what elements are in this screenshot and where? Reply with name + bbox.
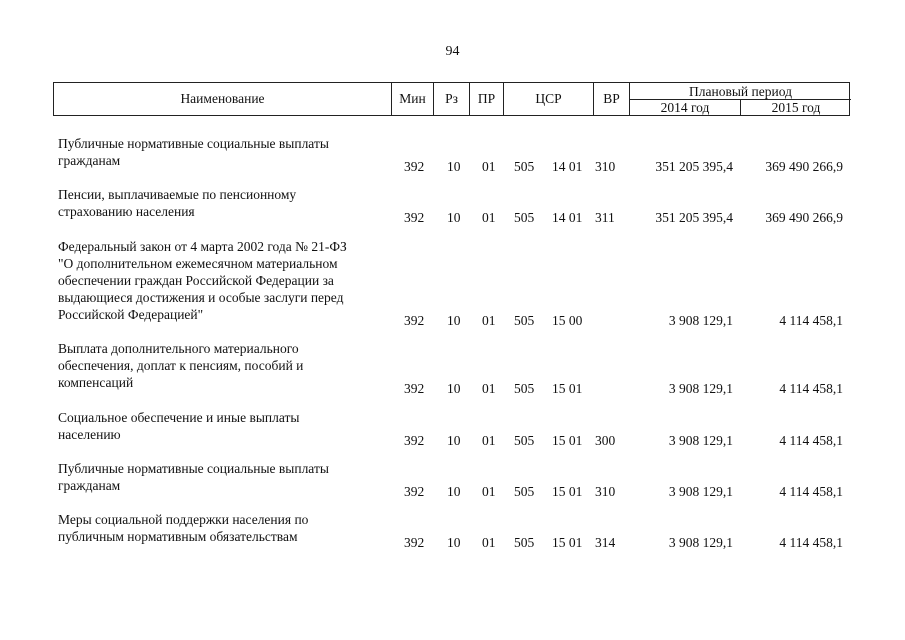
cell-rz: 10: [447, 484, 461, 499]
page-number: 94: [445, 44, 460, 59]
cell-csr-program: 505: [514, 313, 535, 328]
cell-pr: 01: [482, 210, 496, 225]
cell-pr: 01: [482, 159, 496, 174]
row-name-line: Публичные нормативные социальные выплаты: [58, 136, 329, 151]
cell-2015: 4 114 458,1: [779, 381, 843, 396]
cell-2014: 3 908 129,1: [668, 535, 733, 550]
cell-csr-program: 505: [514, 484, 535, 499]
header-year-2014: 2014 год: [660, 100, 710, 115]
row-name-line: гражданам: [58, 478, 121, 493]
cell-2014: 3 908 129,1: [668, 381, 733, 396]
cell-2014: 3 908 129,1: [668, 484, 733, 499]
cell-csr-subprogram: 15 01: [552, 381, 583, 396]
cell-2015: 4 114 458,1: [779, 313, 843, 328]
cell-2015: 4 114 458,1: [779, 535, 843, 550]
cell-csr-program: 505: [514, 210, 535, 225]
cell-rz: 10: [447, 313, 461, 328]
header-csr: ЦСР: [503, 83, 593, 115]
header-name: Наименование: [180, 91, 265, 106]
cell-2014: 351 205 395,4: [655, 159, 733, 174]
cell-pr: 01: [482, 484, 496, 499]
cell-pr: 01: [482, 535, 496, 550]
cell-csr-subprogram: 15 01: [552, 433, 583, 448]
cell-csr-subprogram: 15 01: [552, 535, 583, 550]
cell-min: 392: [404, 535, 425, 550]
row-name-line: выдающиеся достижения и особые заслуги перед: [58, 290, 344, 305]
cell-csr-program: 505: [514, 159, 535, 174]
cell-rz: 10: [447, 535, 461, 550]
row-name: [58, 511, 388, 545]
cell-2015: 369 490 266,9: [765, 210, 843, 225]
cell-2014: 351 205 395,4: [655, 210, 733, 225]
cell-csr-program: 505: [514, 381, 535, 396]
row-name-line: "О дополнительном ежемесячном материальном: [58, 256, 338, 271]
row-name-line: публичным нормативным обязательствам: [58, 529, 298, 544]
cell-2015: 369 490 266,9: [765, 159, 843, 174]
cell-vr: 310: [595, 159, 616, 174]
cell-pr: 01: [482, 313, 496, 328]
row-name-line: Российской Федерацией": [58, 307, 204, 322]
cell-pr: 01: [482, 381, 496, 396]
row-name: [58, 460, 388, 494]
row-name: [58, 340, 388, 391]
cell-csr-subprogram: 14 01: [552, 159, 583, 174]
cell-min: 392: [404, 381, 425, 396]
row-name-line: Пенсии, выплачиваемые по пенсионному: [58, 187, 297, 202]
row-name-line: Социальное обеспечение и иные выплаты: [58, 410, 300, 425]
row-name-line: обеспечении граждан Российской Федерации за: [58, 273, 334, 288]
cell-min: 392: [404, 313, 425, 328]
cell-vr: 310: [595, 484, 616, 499]
row-name-line: компенсаций: [58, 375, 134, 390]
header-vr: ВР: [593, 83, 629, 115]
row-name-line: гражданам: [58, 153, 121, 168]
row-name-line: Публичные нормативные социальные выплаты: [58, 461, 329, 476]
cell-vr: 314: [595, 535, 616, 550]
cell-2014: 3 908 129,1: [668, 313, 733, 328]
cell-rz: 10: [447, 381, 461, 396]
cell-csr-program: 505: [514, 535, 535, 550]
cell-csr-subprogram: 15 00: [552, 313, 583, 328]
cell-2015: 4 114 458,1: [779, 433, 843, 448]
row-name-line: обеспечения, доплат к пенсиям, пособий и: [58, 358, 304, 373]
cell-vr: 311: [595, 210, 615, 225]
cell-min: 392: [404, 210, 425, 225]
cell-rz: 10: [447, 210, 461, 225]
row-name-line: населению: [58, 427, 121, 442]
row-name-line: Выплата дополнительного материального: [58, 341, 299, 356]
header-rz: Рз: [433, 83, 469, 115]
cell-pr: 01: [482, 433, 496, 448]
cell-min: 392: [404, 484, 425, 499]
cell-2015: 4 114 458,1: [779, 484, 843, 499]
cell-min: 392: [404, 159, 425, 174]
row-name: [58, 186, 388, 220]
cell-rz: 10: [447, 433, 461, 448]
row-name-line: Меры социальной поддержки населения по: [58, 512, 309, 527]
cell-csr-subprogram: 14 01: [552, 210, 583, 225]
header-year-2015: 2015 год: [740, 100, 851, 116]
row-name: [58, 135, 388, 169]
planned-period-title: Плановый период: [630, 83, 851, 100]
header-min: Мин: [391, 83, 433, 115]
cell-csr-program: 505: [514, 433, 535, 448]
cell-rz: 10: [447, 159, 461, 174]
row-name: [58, 409, 388, 443]
row-name-line: страхованию населения: [58, 204, 195, 219]
table-header: [53, 82, 850, 116]
cell-csr-subprogram: 15 01: [552, 484, 583, 499]
header-planned-period: [629, 83, 851, 115]
cell-min: 392: [404, 433, 425, 448]
header-pr: ПР: [469, 83, 503, 115]
cell-vr: 300: [595, 433, 616, 448]
row-name: [58, 238, 388, 323]
row-name-line: Федеральный закон от 4 марта 2002 года № 21-ФЗ: [58, 239, 347, 254]
cell-2014: 3 908 129,1: [668, 433, 733, 448]
